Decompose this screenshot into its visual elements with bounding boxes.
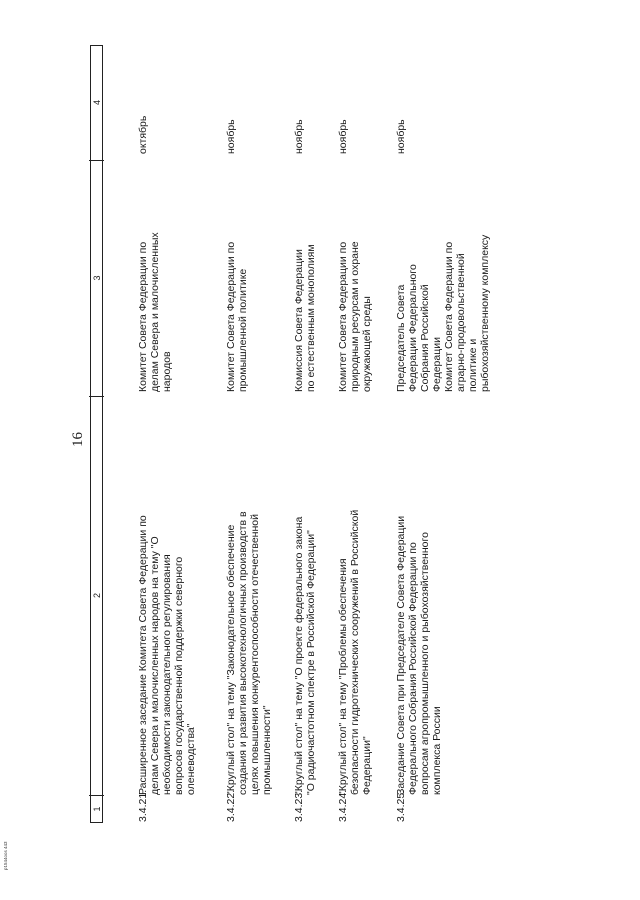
column-number-1: 1 [92,806,102,812]
event-date: ноябрь [225,119,237,154]
column-number-4: 4 [92,100,102,106]
event-description: "Круглый стол" на тему "Законодательное обеспечение создания и развития высокотехнологичных производств в целях повышения конкурентоспособности отечественной промышленности" [225,511,273,795]
event-description: "Круглый стол" на тему "Проблемы обеспечения безопасности гидротехнических сооружений в Российской Федерации" [337,509,373,795]
responsible-body: Комитет Совета Федерации по делам Севера и малочисленных народов [137,232,173,392]
row-number: 3.4.24. [337,789,349,822]
responsible-body: Комитет Совета Федерации по промышленной политике [225,241,249,392]
event-date: ноябрь [293,119,305,154]
page-number: 16 [70,432,86,447]
event-date: октябрь [137,115,149,154]
responsible-body: Председатель Совета Федерации Федерального Собрания Российской Федерации Комитет Совета Федерации по аграрно-продовольственной политике и рыбохозяйственному комплексу [395,234,491,392]
event-description: "Круглый стол" на тему "О проекте федерального закона "О радиочастотном спектре в Российской Федерации" [293,516,317,795]
responsible-body: Комитет Совета Федерации по природным ресурсам и охране окружающей среды [337,241,373,392]
event-date: ноябрь [395,119,407,154]
event-description: Расширенное заседание Комитета Совета Федерации по делам Севера и малочисленных народов на тему "О необходимости законодательного регулирования вопросов государственной поддержки северного оленеводства" [137,515,197,795]
document-code: p1544oos 443 [3,841,8,870]
row-number: 3.4.25. [395,789,407,822]
event-date: ноябрь [337,119,349,154]
event-description: Заседание Совета при Председателе Совета Федерации Федерального Собрания Российской Федерации по вопросам агропромышленного и рыбохозяйственного комплекса России [395,515,443,795]
row-number: 3.4.22. [225,789,237,822]
responsible-body: Комиссия Совета Федерации по естественным монополиям [293,244,317,392]
column-number-2: 2 [92,593,102,599]
row-number: 3.4.23. [293,789,305,822]
column-number-3: 3 [92,275,102,281]
row-number: 3.4.21. [137,789,149,822]
